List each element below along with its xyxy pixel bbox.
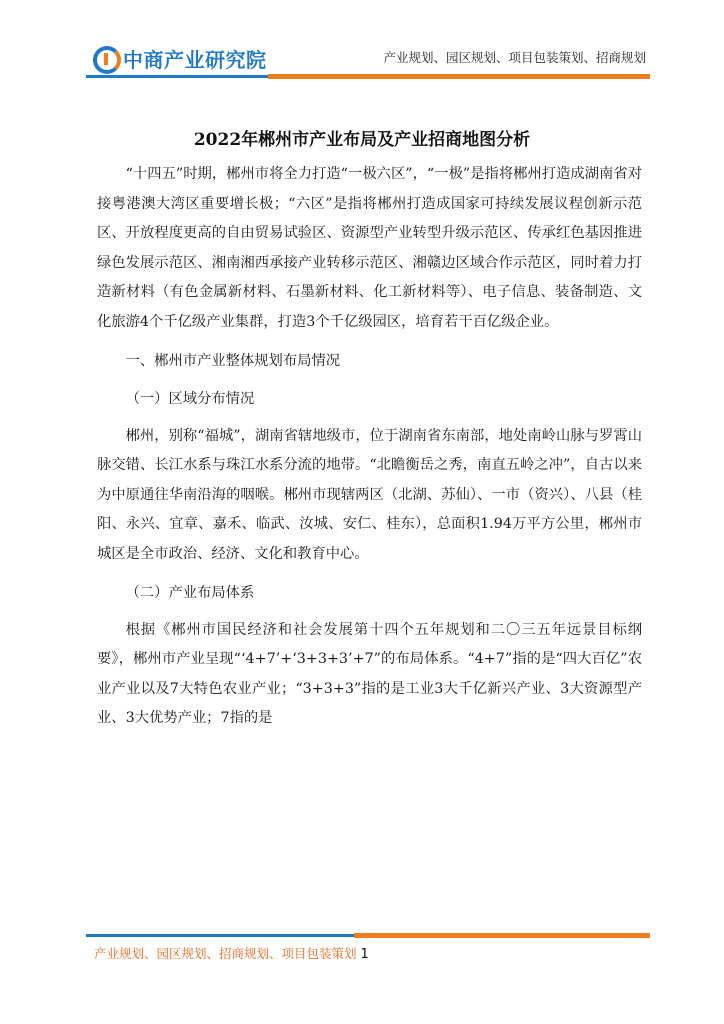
- page-footer: [94, 944, 369, 962]
- footer-tagline: 产业规划、园区规划、招商规划、项目包装策划: [94, 946, 357, 961]
- page-header: [0, 0, 724, 84]
- logo-icon: [93, 46, 119, 72]
- intro-paragraph: “十四五”时期，郴州市将全力打造“一极六区”，“一极”是指将郴州打造成湖南省对接粤港澳大湾区重要增长极；“六区”是指将郴州打造成国家可持续发展议程创新示范区、开放程度更高的自由贸易试验区、资源型产业转型升级示范区、传承红色基因推进绿色发展示范区、湘南湘西承接产业转移示范区、湘赣边区域合作示范区，同时着力打造新材料（有色金属新材料、石墨新材料、化工新材料等）、电子信息、装备制造、文化旅游4个千亿级产业集群，打造3个千亿级园区，培育若干百亿级企业。: [97, 166, 642, 330]
- company-logo: [93, 44, 267, 73]
- header-divider-blue: [86, 75, 268, 78]
- logo-text: 中商产业研究院: [123, 48, 267, 72]
- subsection-heading-region: （一）区域分布情况: [125, 390, 255, 407]
- header-divider-orange: [268, 74, 650, 79]
- region-paragraph: 郴州，别称“福城”，湖南省辖地级市，位于湖南省东南部，地处南岭山脉与罗霄山脉交错、长江水系与珠江水系分流的地带。“北瞻衡岳之秀，南直五岭之冲”，自古以来为中原通往华南沿海的咽喉。郴州市现辖两区（北湖、苏仙）、一市（资兴）、八县（桂阳、永兴、宜章、嘉禾、临武、汝城、安仁、桂东），总面积1.94万平方公里，郴州市城区是全市政治、经济、文化和教育中心。: [97, 427, 642, 562]
- footer-divider-blue: [86, 934, 354, 937]
- page-number: 1: [360, 947, 369, 962]
- document-title: 2022年郴州市产业布局及产业招商地图分析: [193, 130, 531, 150]
- section-heading: 一、郴州市产业整体规划布局情况: [125, 352, 341, 369]
- document-body: [97, 160, 642, 734]
- header-tagline: 产业规划、园区规划、项目包装策划、招商规划: [383, 50, 646, 65]
- subsection-heading-industry: （二）产业布局体系: [125, 584, 255, 601]
- footer-divider-orange: [354, 933, 650, 938]
- industry-paragraph: 根据《郴州市国民经济和社会发展第十四个五年规划和二〇三五年远景目标纲要》，郴州市产业呈现“‘4+7’+‘3+3+3’+7”的布局体系。“4+7”指的是“四大百亿”农业产业以及7大特色农业产业；“3+3+3”指的是工业3大千亿新兴产业、3大资源型产业、3大优势产业；7指的是: [97, 621, 642, 727]
